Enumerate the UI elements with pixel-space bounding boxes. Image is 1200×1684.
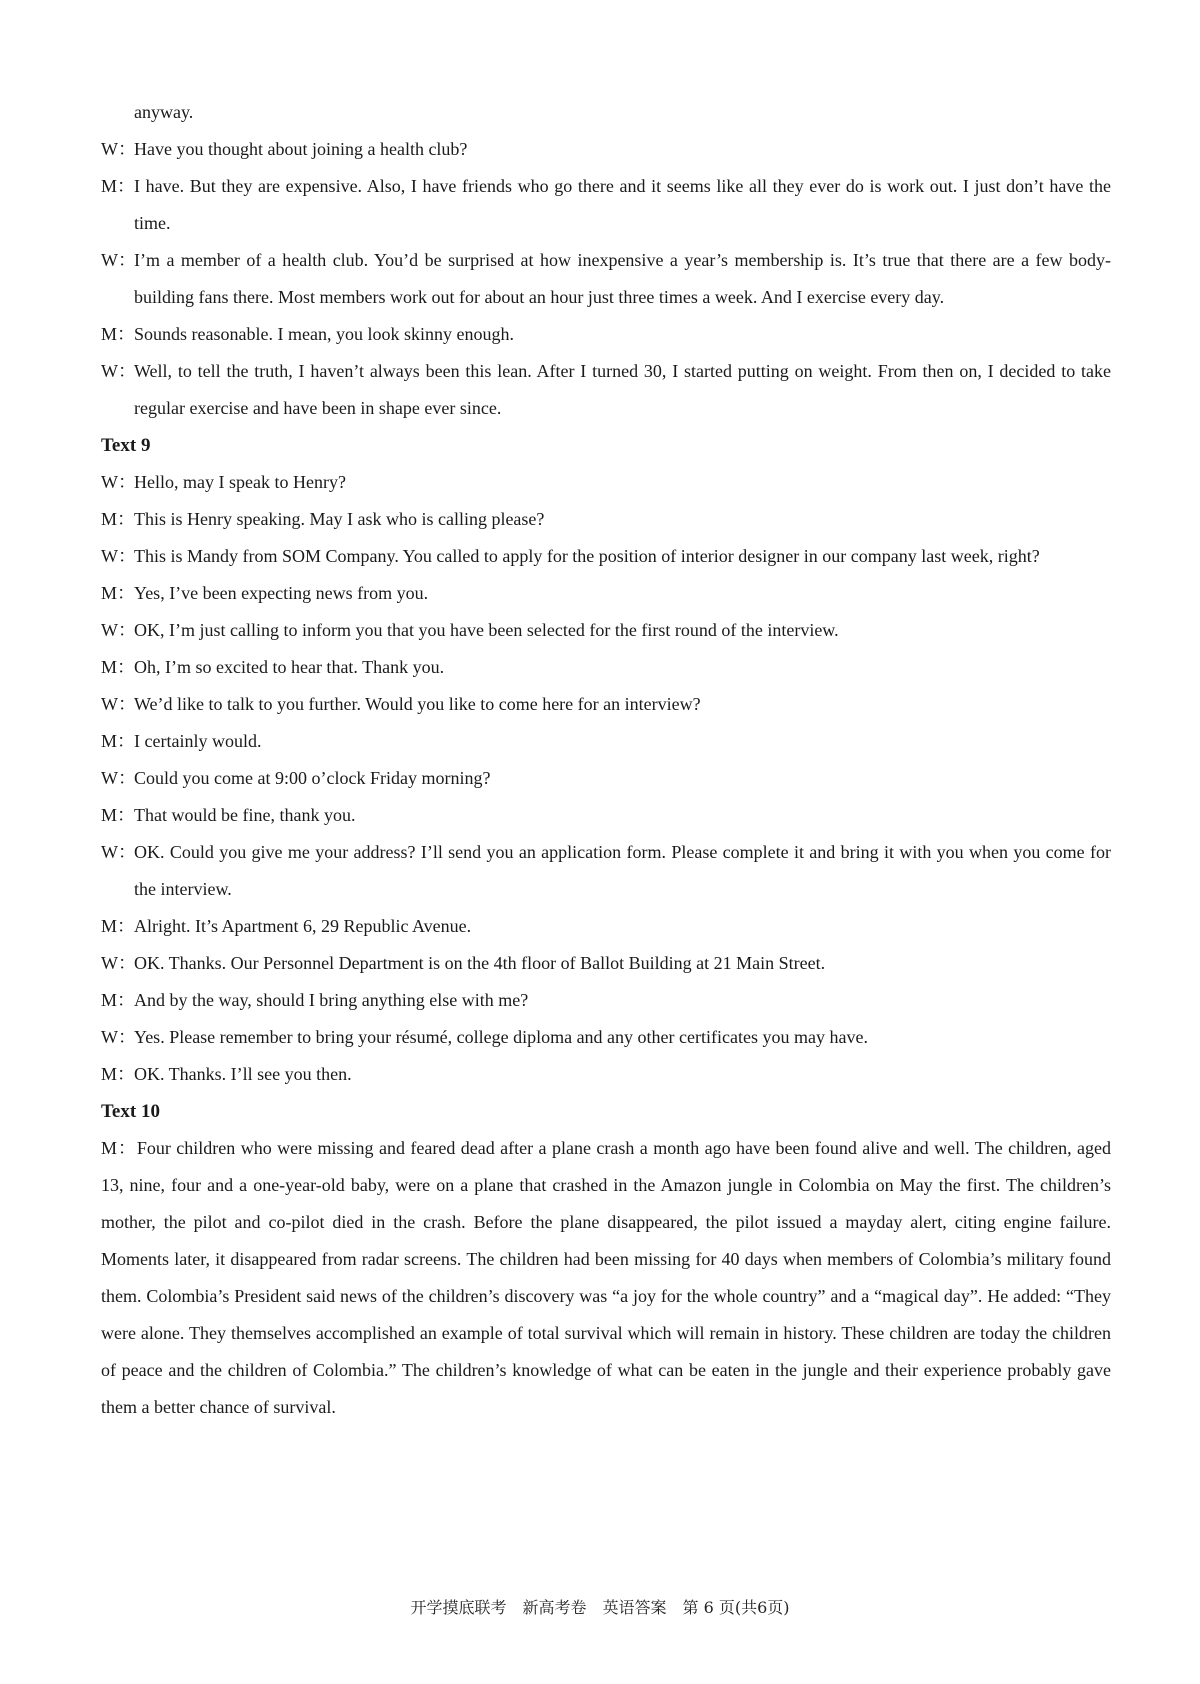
dialogue-line xyxy=(101,908,1111,945)
speaker-label: W： xyxy=(101,139,136,159)
utterance-text: OK. Thanks. I’ll see you then. xyxy=(134,1064,352,1084)
section-title-text10: Text 10 xyxy=(101,1101,160,1122)
utterance-text: Oh, I’m so excited to hear that. Thank you. xyxy=(134,657,445,677)
speaker-label: W： xyxy=(101,1027,136,1047)
utterance-text: Have you thought about joining a health club? xyxy=(134,139,468,159)
utterance-text: OK. Could you give me your address? I’ll send you an application form. Please complete it and bring it with you when you come for the interview. xyxy=(134,842,1111,899)
dialogue-line xyxy=(101,353,1111,427)
speaker-label: M： xyxy=(101,916,136,936)
utterance-text: Sounds reasonable. I mean, you look skinny enough. xyxy=(134,324,514,344)
utterance-text: And by the way, should I bring anything else with me? xyxy=(134,990,529,1010)
dialogue-line xyxy=(101,1056,1111,1093)
dialogue-line xyxy=(101,501,1111,538)
utterance-text: Alright. It’s Apartment 6, 29 Republic Avenue. xyxy=(134,916,472,936)
utterance-text: I have. But they are expensive. Also, I have friends who go there and it seems like all they ever do is work out. I just don’t have the time. xyxy=(134,176,1111,233)
dialogue-line xyxy=(101,723,1111,760)
speaker-label: M： xyxy=(101,583,136,603)
utterance-text: This is Mandy from SOM Company. You called to apply for the position of interior designer in our company last week, right? xyxy=(134,546,1040,566)
dialogue-line xyxy=(101,834,1111,908)
speaker-label: W： xyxy=(101,694,136,714)
dialogue-line xyxy=(101,686,1111,723)
utterance-text: Hello, may I speak to Henry? xyxy=(134,472,346,492)
utterance-text: That would be fine, thank you. xyxy=(134,805,356,825)
dialogue-line xyxy=(101,242,1111,316)
dialogue-line xyxy=(101,797,1111,834)
utterance-text: Could you come at 9:00 o’clock Friday morning? xyxy=(134,768,491,788)
dialogue-text8-end xyxy=(101,131,1111,427)
speaker-label: W： xyxy=(101,472,136,492)
speaker-label: M： xyxy=(101,324,136,344)
continued-line: anyway. xyxy=(134,102,194,122)
page-footer: 开学摸底联考 新高考卷 英语答案 第 6 页(共6页) xyxy=(410,1598,790,1617)
dialogue-line xyxy=(101,131,1111,168)
dialogue-line xyxy=(101,575,1111,612)
speaker-label: M： xyxy=(101,176,136,196)
dialogue-line xyxy=(101,538,1111,575)
utterance-text: We’d like to talk to you further. Would you like to come here for an interview? xyxy=(134,694,701,714)
speaker-label: M： xyxy=(101,990,136,1010)
page-content xyxy=(101,94,1111,1426)
speaker-label: M： xyxy=(101,1064,136,1084)
dialogue-line xyxy=(101,612,1111,649)
speaker-label: W： xyxy=(101,546,136,566)
dialogue-line xyxy=(101,464,1111,501)
utterance-text: Yes, I’ve been expecting news from you. xyxy=(134,583,429,603)
speaker-label: W： xyxy=(101,620,136,640)
utterance-text: This is Henry speaking. May I ask who is calling please? xyxy=(134,509,545,529)
speaker-label: W： xyxy=(101,768,136,788)
speaker-label: W： xyxy=(101,250,136,270)
dialogue-line xyxy=(101,760,1111,797)
utterance-text: OK, I’m just calling to inform you that you have been selected for the first round of the interview. xyxy=(134,620,839,640)
dialogue-line xyxy=(101,945,1111,982)
utterance-text: I’m a member of a health club. You’d be surprised at how inexpensive a year’s membership is. It’s true that there are a few body-building fans there. Most members work out for about an hour just three times a week. And I exercise every day. xyxy=(134,250,1111,307)
dialogue-line xyxy=(101,1019,1111,1056)
dialogue-text9 xyxy=(101,464,1111,1093)
speaker-label: W： xyxy=(101,361,136,381)
utterance-text: OK. Thanks. Our Personnel Department is on the 4th floor of Ballot Building at 21 Main Street. xyxy=(134,953,826,973)
text10-paragraph: M：Four children who were missing and feared dead after a plane crash a month ago have been found alive and well. The children, aged 13, nine, four and a one-year-old baby, were on a plane that crashed in the Amazon jungle in Colombia on May the first. The children’s mother, the pilot and co-pilot died in the crash. Before the plane disappeared, the pilot issued a mayday alert, citing engine failure. Moments later, it disappeared from radar screens. The children had been missing for 40 days when members of Colombia’s military found them. Colombia’s President said news of the children’s discovery was “a joy for the whole country” and a “magical day”. He added: “They were alone. They themselves accomplished an example of total survival which will remain in history. These children are today the children of peace and the children of Colombia.” The children’s knowledge of what can be eaten in the jungle and their experience probably gave them a better chance of survival. xyxy=(101,1138,1111,1417)
speaker-label: M： xyxy=(101,509,136,529)
speaker-label: M： xyxy=(101,657,136,677)
dialogue-line xyxy=(101,316,1111,353)
utterance-text: I certainly would. xyxy=(134,731,262,751)
speaker-label: W： xyxy=(101,953,136,973)
section-title-text9: Text 9 xyxy=(101,435,151,456)
dialogue-line xyxy=(101,168,1111,242)
utterance-text: Yes. Please remember to bring your résumé, college diploma and any other certificates you may have. xyxy=(134,1027,868,1047)
utterance-text: Well, to tell the truth, I haven’t always been this lean. After I turned 30, I started putting on weight. From then on, I decided to take regular exercise and have been in shape ever since. xyxy=(134,361,1111,418)
speaker-label: M： xyxy=(101,805,136,825)
speaker-label: M： xyxy=(101,731,136,751)
dialogue-line xyxy=(101,982,1111,1019)
dialogue-line xyxy=(101,649,1111,686)
speaker-label: W： xyxy=(101,842,136,862)
